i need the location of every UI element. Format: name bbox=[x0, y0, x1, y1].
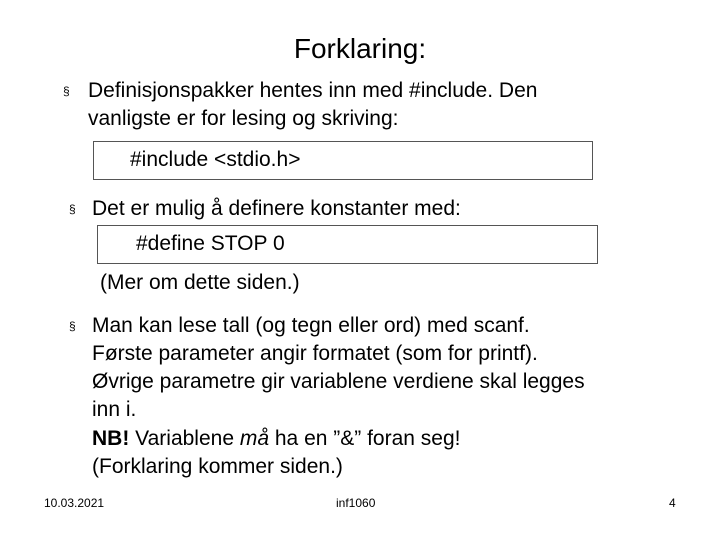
slide-title: Forklaring: bbox=[293, 33, 427, 64]
bullet-marker: § bbox=[69, 319, 76, 333]
bullet3-line3: Øvrige parametre gir variablene verdiene skal legges bbox=[92, 370, 585, 393]
bullet2-note: (Mer om dette siden.) bbox=[100, 271, 300, 294]
bullet-marker: § bbox=[69, 202, 76, 216]
bullet1-line2: vanligste er for lesing og skriving: bbox=[88, 107, 399, 130]
include-code: #include <stdio.h> bbox=[130, 148, 301, 171]
bullet3-line2: Første parameter angir formatet (som for printf). bbox=[92, 342, 538, 365]
nb-label: NB! bbox=[92, 427, 130, 450]
bullet3-line4: inn i. bbox=[92, 398, 137, 421]
footer-page-number: 4 bbox=[669, 496, 676, 510]
define-code: #define STOP 0 bbox=[136, 232, 285, 255]
bullet2-line1: Det er mulig å definere konstanter med: bbox=[92, 197, 461, 220]
bullet1-line1: Definisjonspakker hentes inn med #include. Den bbox=[88, 79, 538, 102]
bullet3-line1: Man kan lese tall (og tegn eller ord) med scanf. bbox=[92, 314, 530, 337]
bullet-marker: § bbox=[63, 84, 70, 98]
footer-course: inf1060 bbox=[336, 496, 376, 510]
footer-date: 10.03.2021 bbox=[44, 496, 105, 510]
include-code-box bbox=[93, 141, 593, 180]
bullet3-nb-line bbox=[92, 425, 461, 452]
nb-text-pre: Variablene bbox=[129, 427, 240, 450]
nb-emphasis: må bbox=[239, 427, 270, 450]
define-code-box bbox=[97, 225, 598, 264]
bullet3-line6: (Forklaring kommer siden.) bbox=[92, 455, 343, 478]
nb-text-post: ha en ”&” foran seg! bbox=[269, 427, 461, 450]
